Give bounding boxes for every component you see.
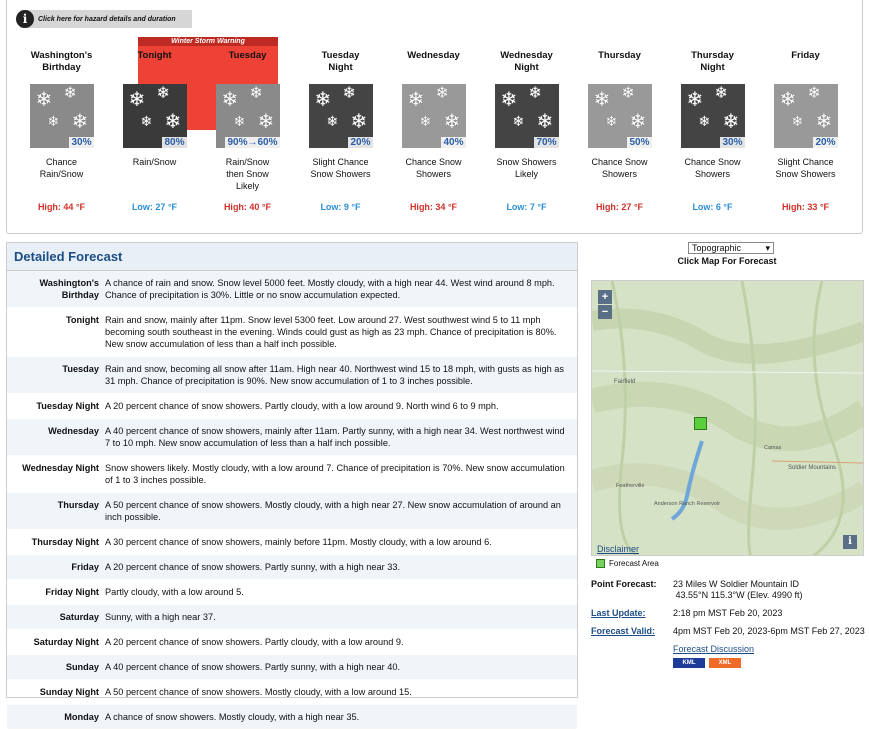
forecast-period[interactable]: [387, 50, 480, 212]
map-type-value: Topographic: [692, 243, 742, 253]
map-info-icon[interactable]: i: [843, 535, 857, 549]
period-name: Tonight: [137, 50, 172, 61]
hazard-details-label: Click here for hazard details and duration: [38, 15, 176, 23]
short-description: Chance Snow Showers: [684, 157, 741, 179]
row-forecast-text: A 20 percent chance of snow showers. Partly cloudy, with a low around 9.: [105, 637, 404, 647]
forecast-row: [7, 605, 577, 630]
precip-chance: 50%: [629, 137, 650, 148]
temperature: Low: 27 °F: [131, 202, 178, 212]
short-description: Slight Chance Snow Showers: [310, 157, 371, 179]
forecast-period[interactable]: [15, 50, 108, 212]
period-name: Wednesday: [407, 50, 460, 61]
period-name: Washington's Birthday: [30, 50, 93, 73]
weather-icon[interactable]: ❄ ❄ ❄ ❄ 40%: [402, 84, 466, 148]
temperature: High: 34 °F: [409, 202, 458, 212]
chevron-down-icon: ▾: [765, 242, 770, 253]
forecast-row: [7, 394, 577, 419]
short-description: Slight Chance Snow Showers: [775, 157, 836, 179]
row-period-name: Thursday Night: [31, 537, 99, 547]
winter-storm-warning-label[interactable]: Winter Storm Warning: [138, 37, 278, 46]
map-label-camas: Camas: [764, 445, 782, 451]
precip-chance: 70%: [536, 137, 557, 148]
row-forecast-text: A 20 percent chance of snow showers. Partly sunny, with a high near 33.: [105, 562, 401, 572]
forecast-row: [7, 655, 577, 680]
row-forecast-text: A chance of rain and snow. Snow level 5000 feet. Mostly cloudy, with a high near 44. West wind around 8 mph. Chance of precipitation is 30%. Little or no snow accumulation expected.: [105, 278, 555, 300]
point-forecast-location: 23 Miles W Soldier Mountain ID: [673, 579, 800, 589]
forecast-period[interactable]: [201, 50, 294, 212]
forecast-row: [7, 456, 577, 493]
forecast-row: [7, 271, 577, 308]
forecast-area-swatch: [596, 559, 605, 568]
map-type-select[interactable]: [688, 242, 774, 254]
row-period-name: Wednesday Night: [22, 463, 99, 473]
row-period-name: Tonight: [66, 315, 99, 325]
row-period-name: Monday: [64, 712, 99, 722]
forecast-row: [7, 555, 577, 580]
row-period-name: Sunday Night: [39, 687, 99, 697]
temperature: Low: 7 °F: [506, 202, 547, 212]
forecast-row: [7, 357, 577, 394]
zoom-out-button[interactable]: −: [598, 305, 612, 319]
detailed-forecast-panel: [6, 242, 578, 722]
weather-icon[interactable]: ❄ ❄ ❄ ❄ 50%: [588, 84, 652, 148]
row-period-name: Sunday: [65, 662, 99, 672]
short-description: Chance Rain/Snow: [39, 157, 84, 179]
forecast-area-marker[interactable]: [694, 417, 707, 430]
weather-icon[interactable]: ❄ ❄ ❄ ❄ 30%: [681, 84, 745, 148]
forecast-row: [7, 580, 577, 605]
point-forecast-label: Point Forecast:: [591, 579, 657, 589]
forecast-map[interactable]: [591, 280, 864, 556]
row-forecast-text: Sunny, with a high near 37.: [105, 612, 216, 622]
temperature: Low: 6 °F: [692, 202, 733, 212]
map-label-reservoir: Anderson Ranch Reservoir: [654, 501, 721, 507]
forecast-row: [7, 308, 577, 357]
row-forecast-text: A 50 percent chance of snow showers. Mostly cloudy, with a low around 15.: [105, 687, 412, 697]
row-period-name: Friday Night: [45, 587, 99, 597]
hazard-details-button[interactable]: [20, 10, 192, 28]
temperature: Low: 9 °F: [320, 202, 361, 212]
precip-chance: 90%→60%: [227, 137, 278, 148]
row-period-name: Wednesday: [48, 426, 99, 436]
zoom-in-button[interactable]: +: [598, 290, 612, 304]
last-update-link[interactable]: Last Update:: [591, 608, 646, 618]
forecast-period[interactable]: [759, 50, 852, 212]
map-label-soldier-mountains: Soldier Mountains: [788, 465, 837, 471]
weather-icon[interactable]: ❄ ❄ ❄ ❄ 20%: [309, 84, 373, 148]
weather-icon[interactable]: ❄ ❄ ❄ ❄ 70%: [495, 84, 559, 148]
short-description: Chance Snow Showers: [405, 157, 462, 179]
short-description: Rain/Snow: [132, 157, 177, 167]
map-caption: Click Map For Forecast: [677, 256, 777, 266]
forecast-row: [7, 630, 577, 655]
temperature: High: 40 °F: [223, 202, 272, 212]
period-name: Thursday: [598, 50, 641, 61]
weather-icon[interactable]: ❄ ❄ ❄ ❄ 30%: [30, 84, 94, 148]
period-name: Thursday Night: [691, 50, 734, 73]
row-period-name: Washington's Birthday: [39, 278, 99, 300]
row-forecast-text: A 40 percent chance of snow showers, mainly after 11am. Partly sunny, with a high near 34. West northwest wind 7 to 10 mph. New snow accumulation of less than a half inch possible.: [105, 426, 565, 448]
map-label-featherville: Featherville: [616, 483, 645, 489]
period-name: Wednesday Night: [500, 50, 553, 73]
temperature: High: 44 °F: [37, 202, 86, 212]
precip-chance: 20%: [350, 137, 371, 148]
forecast-period[interactable]: [108, 50, 201, 212]
period-name: Tuesday Night: [321, 50, 360, 73]
disclaimer-link[interactable]: Disclaimer: [597, 544, 640, 554]
map-label-fairfield: Fairfield: [614, 379, 636, 385]
row-period-name: Tuesday: [62, 364, 99, 374]
precip-chance: 30%: [722, 137, 743, 148]
last-update-value: 2:18 pm MST Feb 20, 2023: [673, 608, 783, 618]
detailed-forecast-title: Detailed Forecast: [14, 249, 123, 264]
row-forecast-text: Rain and snow, mainly after 11pm. Snow level 5300 feet. Low around 27. West southwest wind 5 to 11 mph becoming south southeast in the evening. Winds could gust as high as 23 mph. Chance of precipitation is 80%. New snow accumulation of less than a half inch possible.: [105, 315, 557, 349]
forecast-valid-value: 4pm MST Feb 20, 2023-6pm MST Feb 27, 2023: [673, 626, 865, 636]
point-forecast-coords: 43.55°N 115.3°W (Elev. 4990 ft): [675, 590, 803, 600]
legend-label: Forecast Area: [609, 559, 659, 568]
temperature: High: 33 °F: [781, 202, 830, 212]
short-description: Rain/Snow then Snow Likely: [225, 157, 270, 191]
period-name: Tuesday: [228, 50, 267, 61]
short-description: Snow Showers Likely: [496, 157, 557, 179]
period-name: Friday: [791, 50, 820, 61]
precip-chance: 20%: [815, 137, 836, 148]
map-legend: [596, 559, 659, 568]
weather-icon[interactable]: ❄ ❄ ❄ ❄ 80%: [123, 84, 187, 148]
forecast-row: [7, 493, 577, 530]
weather-icon[interactable]: ❄ ❄ ❄ ❄ 20%: [774, 84, 838, 148]
forecast-row: [7, 530, 577, 555]
map-controls: [590, 242, 864, 266]
row-period-name: Friday: [71, 562, 99, 572]
info-icon: i: [16, 10, 34, 28]
row-forecast-text: A chance of snow showers. Mostly cloudy, with a high near 35.: [105, 712, 360, 722]
precip-chance: 30%: [71, 137, 92, 148]
forecast-row: [7, 680, 577, 705]
temperature: High: 27 °F: [595, 202, 644, 212]
row-forecast-text: A 40 percent chance of snow showers. Partly sunny, with a high near 40.: [105, 662, 401, 672]
row-period-name: Tuesday Night: [36, 401, 99, 411]
xml-button[interactable]: XML: [709, 658, 741, 668]
row-forecast-text: A 20 percent chance of snow showers. Partly cloudy, with a low around 9. North wind 6 to 9 mph.: [105, 401, 499, 411]
row-period-name: Thursday: [57, 500, 99, 510]
forecast-valid-link[interactable]: Forecast Valid:: [591, 626, 656, 636]
row-forecast-text: Snow showers likely. Mostly cloudy, with a low around 7. Chance of precipitation is 70%. New snow accumulation of 1 to 3 inches possible.: [105, 463, 565, 485]
kml-button[interactable]: KML: [673, 658, 705, 668]
forecast-row: [7, 705, 577, 730]
row-forecast-text: A 30 percent chance of snow showers, mainly before 11pm. Mostly cloudy, with a low around 6.: [105, 537, 492, 547]
precip-chance: 40%: [443, 137, 464, 148]
map-terrain: [592, 281, 864, 556]
forecast-discussion-link[interactable]: Forecast Discussion: [673, 644, 755, 654]
row-forecast-text: Rain and snow, becoming all snow after 11am. High near 40. Northwest wind 15 to 18 mph, with gusts as high as 31 mph. Chance of precipitation is 90%. New snow accumulation of 1 to 3 inches possible.: [105, 364, 564, 386]
forecast-period[interactable]: [294, 50, 387, 212]
precip-chance: 80%: [164, 137, 185, 148]
point-forecast-info: [591, 579, 865, 668]
forecast-period[interactable]: [573, 50, 666, 212]
forecast-row: [7, 419, 577, 456]
row-period-name: Saturday: [59, 612, 99, 622]
weather-icon[interactable]: ❄ ❄ ❄ ❄ 90%→60%: [216, 84, 280, 148]
row-forecast-text: A 50 percent chance of snow showers. Mostly cloudy, with a high near 27. New snow accumulation of around an inch possible.: [105, 500, 561, 522]
forecast-period[interactable]: [480, 50, 573, 212]
row-period-name: Saturday Night: [33, 637, 99, 647]
row-forecast-text: Partly cloudy, with a low around 5.: [105, 587, 244, 597]
forecast-period[interactable]: [666, 50, 759, 212]
short-description: Chance Snow Showers: [591, 157, 648, 179]
